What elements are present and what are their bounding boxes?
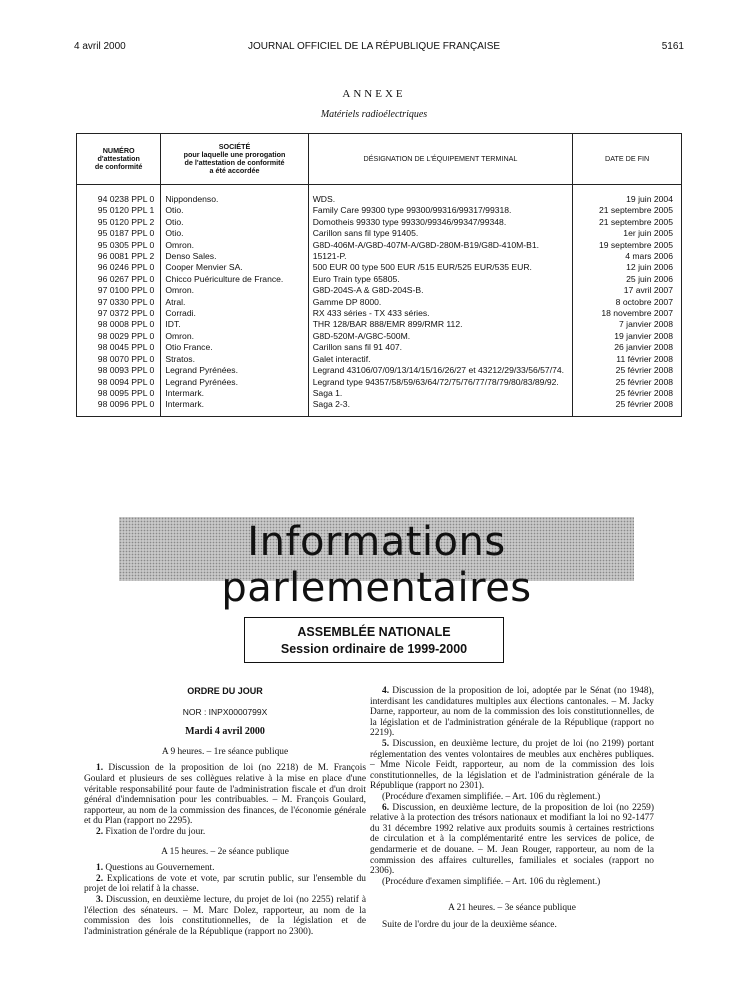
cell-designation: G8D-204S-A & G8D-204S-B. (308, 285, 573, 296)
cell-societe: Omron. (161, 285, 308, 296)
cell-date: 4 mars 2006 (573, 251, 682, 262)
cell-designation: WDS. (308, 194, 573, 205)
cell-num: 98 0029 PPL 0 (77, 331, 161, 342)
session-name: Session ordinaire de 1999-2000 (280, 642, 468, 656)
table-row (77, 205, 682, 216)
agenda-item (84, 827, 366, 838)
col-header-date: DATE DE FIN (573, 134, 682, 185)
cell-num: 95 0120 PPL 1 (77, 205, 161, 216)
cell-date: 21 septembre 2005 (573, 217, 682, 228)
cell-designation: 15121-P. (308, 251, 573, 262)
annexe-table (76, 133, 682, 417)
agenda-item (84, 874, 366, 895)
cell-designation: Domotheis 99330 type 99330/99346/99347/99348. (308, 217, 573, 228)
cell-designation: Saga 1. (308, 388, 573, 399)
cell-num: 96 0081 PPL 2 (77, 251, 161, 262)
cell-designation: THR 128/BAR 888/EMR 899/RMR 112. (308, 319, 573, 330)
seance-3-text: Suite de l'ordre du jour de la deuxième séance. (382, 919, 557, 930)
session-box (244, 617, 504, 663)
table-row (77, 399, 682, 416)
cell-num: 96 0267 PPL 0 (77, 274, 161, 285)
agenda-item (370, 739, 654, 792)
table-row (77, 251, 682, 262)
cell-date: 11 février 2008 (573, 354, 682, 365)
cell-designation: RX 433 séries - TX 433 séries. (308, 308, 573, 319)
item-text: Questions au Gouvernement. (105, 863, 215, 874)
cell-designation: G8D-520M-A/G8C-500M. (308, 331, 573, 342)
seance-2-items-continued (370, 686, 654, 887)
assembly-name: ASSEMBLÉE NATIONALE (297, 625, 451, 639)
cell-designation: Galet interactif. (308, 354, 573, 365)
cell-num: 98 0094 PPL 0 (77, 377, 161, 388)
annexe-table-body (77, 185, 682, 417)
cell-societe: Corradi. (161, 308, 308, 319)
item-number: 6. (382, 802, 390, 813)
cell-societe: Intermark. (161, 388, 308, 399)
cell-designation: Carillon sans fil type 91405. (308, 228, 573, 239)
table-row (77, 297, 682, 308)
annexe-subtitle: Matériels radioélectriques (320, 109, 428, 120)
header-date: 4 avril 2000 (74, 41, 126, 52)
session-date: Mardi 4 avril 2000 (185, 726, 265, 738)
cell-date: 18 novembre 2007 (573, 308, 682, 319)
cell-societe: Legrand Pyrénées. (161, 365, 308, 376)
cell-date: 8 octobre 2007 (573, 297, 682, 308)
item-text: Fixation de l'ordre du jour. (105, 826, 206, 837)
cell-societe: Cooper Menvier SA. (161, 262, 308, 273)
cell-societe: Otio. (161, 217, 308, 228)
cell-societe: IDT. (161, 319, 308, 330)
cell-societe: Intermark. (161, 399, 308, 416)
item-text: Discussion, en deuxième lecture, du projet de loi (no 2199) portant réglementation des ventes volontaires de meubles aux enchères publiques. – Mme Nicole Feidt, rapporteur, au nom de la commission des lois constitutionnelles, de la législation et de l'administration générale de la République (rapport no 2301). (370, 738, 654, 792)
cell-date: 19 janvier 2008 (573, 331, 682, 342)
table-row (77, 388, 682, 399)
item-text: (Procédure d'examen simplifiée. – Art. 106 du règlement.) (382, 876, 601, 887)
cell-designation: Euro Train type 65805. (308, 274, 573, 285)
cell-num: 95 0187 PPL 0 (77, 228, 161, 239)
agenda-item (370, 792, 654, 803)
cell-date: 26 janvier 2008 (573, 342, 682, 353)
cell-num: 97 0372 PPL 0 (77, 308, 161, 319)
cell-societe: Stratos. (161, 354, 308, 365)
cell-date: 17 avril 2007 (573, 285, 682, 296)
cell-designation: 500 EUR 00 type 500 EUR /515 EUR/525 EUR/535 EUR. (308, 262, 573, 273)
item-number: 1. (96, 863, 104, 874)
cell-num: 98 0093 PPL 0 (77, 365, 161, 376)
item-text: Discussion de la proposition de loi, adoptée par le Sénat (no 1948), interdisant les candidatures multiples aux élections cantonales. – M. Jacky Darne, rapporteur, au nom de la commission des lois constitutionnelles, de la législation et de l'administration générale de la République (rapport no 2219). (370, 686, 654, 739)
table-row (77, 240, 682, 251)
table-row (77, 274, 682, 285)
col-header-societe: SOCIÉTÉ pour laquelle une prorogation de l'attestation de conformité a été accordée (161, 134, 308, 185)
cell-num: 95 0305 PPL 0 (77, 240, 161, 251)
annexe-title: ANNEXE (342, 88, 406, 100)
cell-date: 12 juin 2006 (573, 262, 682, 273)
cell-date: 25 février 2008 (573, 365, 682, 376)
item-number: 1. (96, 763, 104, 774)
cell-designation: Legrand 43106/07/09/13/14/15/16/26/27 et 43212/29/33/56/57/74. (308, 365, 573, 376)
seance-2-items (84, 863, 366, 937)
agenda-item (370, 877, 654, 888)
cell-date: 19 juin 2004 (573, 194, 682, 205)
section-banner: Informations parlementaires (221, 519, 532, 611)
cell-num: 98 0045 PPL 0 (77, 342, 161, 353)
cell-societe: Otio. (161, 205, 308, 216)
table-header-row (77, 134, 682, 185)
table-row (77, 319, 682, 330)
table-row (77, 262, 682, 273)
table-row (77, 308, 682, 319)
cell-date: 7 janvier 2008 (573, 319, 682, 330)
table-row (77, 377, 682, 388)
item-number: 2. (96, 826, 104, 837)
cell-date: 25 février 2008 (573, 377, 682, 388)
col-header-num: NUMÉRO d'attestation de conformité (77, 134, 161, 185)
item-number: 4. (382, 686, 390, 696)
ordre-du-jour-heading: ORDRE DU JOUR (187, 686, 263, 696)
item-number: 3. (96, 894, 104, 905)
table-row (77, 194, 682, 205)
cell-designation: Saga 2-3. (308, 399, 573, 416)
page-number: 5161 (661, 41, 684, 52)
cell-num: 94 0238 PPL 0 (77, 194, 161, 205)
cell-designation: G8D-406M-A/G8D-407M-A/G8D-280M-B19/G8D-410M-B1. (308, 240, 573, 251)
cell-num: 96 0246 PPL 0 (77, 262, 161, 273)
right-column (370, 686, 654, 930)
cell-num: 98 0070 PPL 0 (77, 354, 161, 365)
item-text: (Procédure d'examen simplifiée. – Art. 106 du règlement.) (382, 791, 601, 802)
agenda-item (84, 863, 366, 874)
nor-reference: NOR : INPX0000799X (182, 706, 268, 717)
cell-num: 97 0330 PPL 0 (77, 297, 161, 308)
left-column (84, 686, 366, 937)
cell-designation: Legrand type 94357/58/59/63/64/72/75/76/77/78/79/80/83/89/92. (308, 377, 573, 388)
cell-societe: Legrand Pyrénées. (161, 377, 308, 388)
cell-date: 19 septembre 2005 (573, 240, 682, 251)
table-row (77, 228, 682, 239)
table-row (77, 331, 682, 342)
item-text: Explications de vote et vote, par scrutin public, sur l'ensemble du projet de loi relatif à la chasse. (84, 873, 366, 895)
cell-societe: Denso Sales. (161, 251, 308, 262)
col-header-designation: DÉSIGNATION DE L'ÉQUIPEMENT TERMINAL (308, 134, 573, 185)
cell-societe: Omron. (161, 240, 308, 251)
cell-date: 25 février 2008 (573, 399, 682, 416)
cell-date: 25 février 2008 (573, 388, 682, 399)
item-text: Discussion, en deuxième lecture, du projet de loi (no 2255) relatif à l'élection des sénateurs. – M. Marc Dolez, rapporteur, au nom de la commission des lois constitutionnelles, de la législation et de l'administration générale de la République (rapport no 2300). (84, 894, 366, 937)
item-number: 5. (382, 738, 390, 749)
cell-num: 98 0008 PPL 0 (77, 319, 161, 330)
table-row (77, 217, 682, 228)
item-text: Discussion de la proposition de loi (no 2218) de M. François Goulard et plusieurs de ses collègues relative à la mise en place d'une véritable responsabilité pour faute de l'administration fiscale et d'un droit général d'indemnisation pour les contribuables. – M. François Goulard, rapporteur, au nom de la commission des finances, de l'économie générale et du Plan (rapport no 2295). (84, 763, 366, 827)
cell-date: 21 septembre 2005 (573, 205, 682, 216)
seance-3-heading: A 21 heures. – 3e séance publique (448, 903, 576, 914)
cell-societe: Otio France. (161, 342, 308, 353)
table-row (77, 342, 682, 353)
table-row (77, 285, 682, 296)
item-text: Discussion, en deuxième lecture, de la proposition de loi (no 2259) relative à la protection des trésors nationaux et modifiant la loi no 92-1477 du 31 décembre 1992 relative aux produits soumis à certaines restrictions de circulation et à la complémentarité entre les services de police, de gendarmerie et de douane. – M. Jean Rouger, rapporteur, au nom de la commission des affaires culturelles, familiales et sociales (rapport no 2306). (370, 802, 654, 877)
agenda-item (84, 763, 366, 827)
cell-num: 97 0100 PPL 0 (77, 285, 161, 296)
cell-societe: Atral. (161, 297, 308, 308)
seance-2-heading: A 15 heures. – 2e séance publique (161, 846, 289, 857)
cell-date: 25 juin 2006 (573, 274, 682, 285)
agenda-item (370, 803, 654, 877)
cell-societe: Chicco Puériculture de France. (161, 274, 308, 285)
journal-title: JOURNAL OFFICIEL DE LA RÉPUBLIQUE FRANÇAISE (247, 41, 501, 52)
cell-designation: Gamme DP 8000. (308, 297, 573, 308)
table-row (77, 354, 682, 365)
cell-designation: Family Care 99300 type 99300/99316/99317/99318. (308, 205, 573, 216)
cell-societe: Nippondenso. (161, 194, 308, 205)
table-spacer-row (77, 185, 682, 195)
cell-designation: Carillon sans fil 91 407. (308, 342, 573, 353)
agenda-item (370, 686, 654, 739)
item-number: 2. (96, 873, 104, 884)
cell-societe: Omron. (161, 331, 308, 342)
seance-1-items (84, 763, 366, 837)
agenda-item (84, 895, 366, 937)
table-row (77, 365, 682, 376)
cell-societe: Otio. (161, 228, 308, 239)
cell-num: 95 0120 PPL 2 (77, 217, 161, 228)
seance-1-heading: A 9 heures. – 1re séance publique (161, 746, 289, 757)
cell-num: 98 0095 PPL 0 (77, 388, 161, 399)
cell-num: 98 0096 PPL 0 (77, 399, 161, 416)
cell-date: 1er juin 2005 (573, 228, 682, 239)
